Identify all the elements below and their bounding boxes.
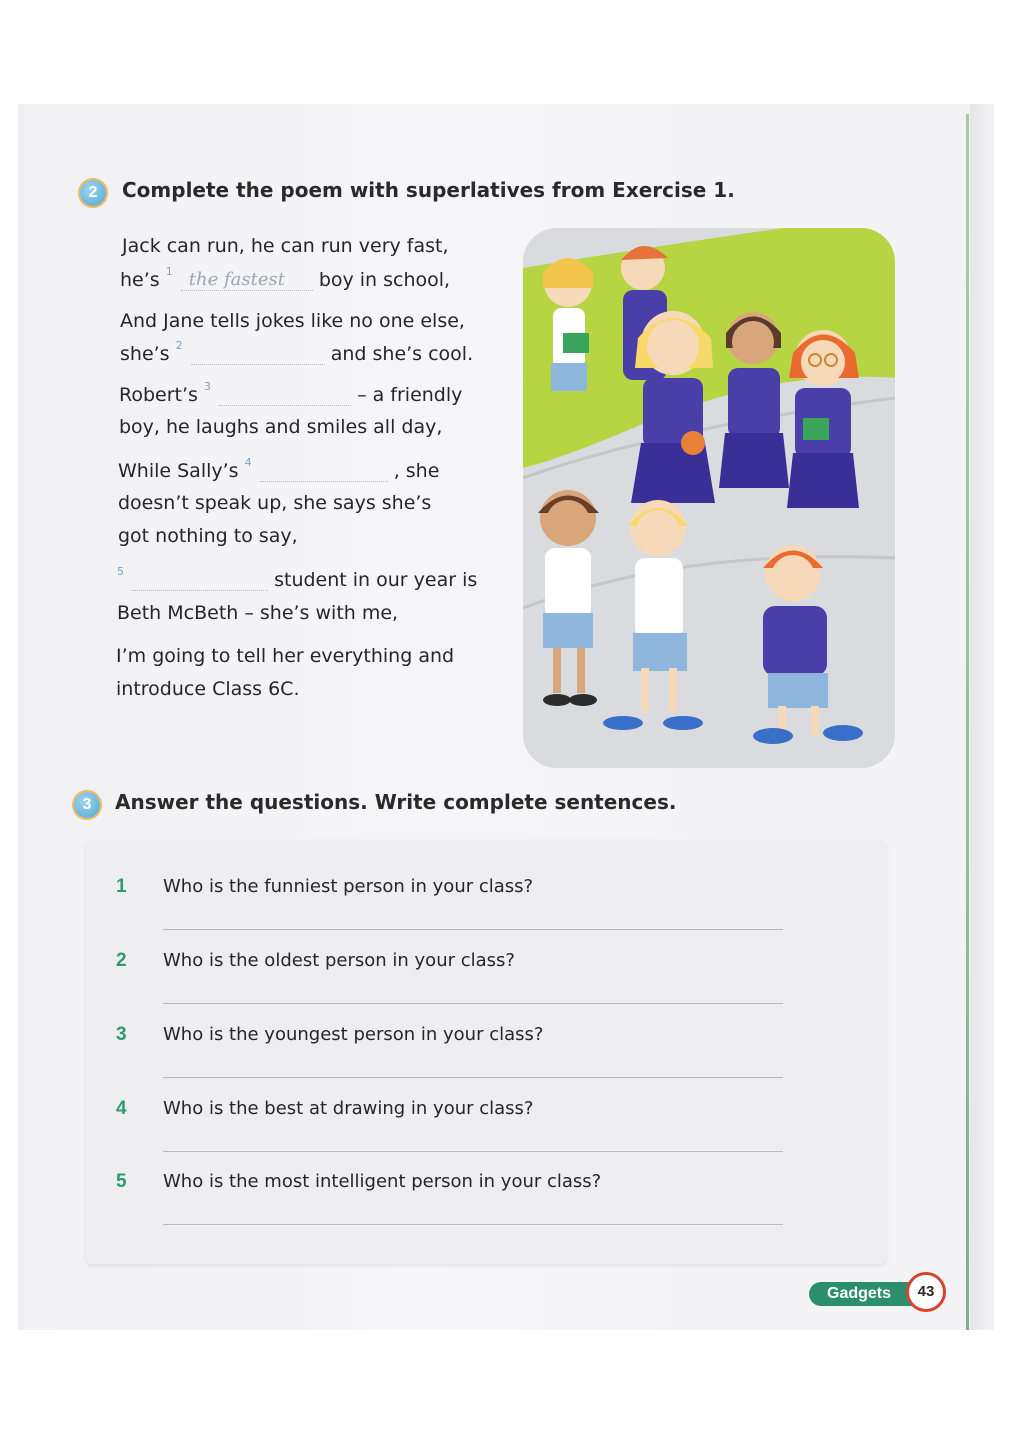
poem-line-11: Beth McBeth – she’s with me, [117,602,399,624]
exercise-3-instruction: Answer the questions. Write complete sentences. [115,790,677,814]
question-1-text: Who is the funniest person in your class? [163,876,534,897]
gap-5[interactable] [132,568,268,591]
poem-line-8: doesn’t speak up, she says she’s [118,492,432,514]
poem-line-4 [120,339,474,365]
gap-2-number: 2 [175,339,183,352]
poem-line-10 [117,565,478,591]
gap-1[interactable] [181,268,313,291]
gap-3-number: 3 [203,380,211,393]
girl-dark-hair [719,312,789,488]
answer-line-5[interactable] [163,1224,783,1225]
poem-line-7-before: While Sally’s [118,460,239,482]
exercise-2-instruction: Complete the poem with superlatives from Exercise 1. [122,178,735,202]
poem-line-2-after: boy in school, [318,269,451,291]
poem-line-6: boy, he laughs and smiles all day, [119,416,443,438]
question-2-number: 2 [116,950,127,971]
unit-tab: Gadgets [809,1282,913,1306]
question-5-number: 5 [116,1171,127,1192]
answer-line-4[interactable] [163,1151,783,1152]
question-3-number: 3 [116,1024,127,1045]
poem-line-5-after: – a friendly [357,384,463,406]
poem-line-13: introduce Class 6C. [116,678,300,700]
gap-4[interactable] [260,459,388,482]
poem-line-4-before: she’s [120,343,170,365]
poem-line-5 [119,380,463,406]
girl-blonde-center [631,311,715,503]
question-4-text: Who is the best at drawing in your class? [163,1098,534,1119]
questions-panel [86,840,886,1264]
poem-line-7 [118,456,440,482]
gap-3[interactable] [219,383,351,406]
poem-line-10-after: student in our year is [274,569,478,591]
exercise-2-badge: 2 [80,180,106,206]
page-number: 43 [906,1272,946,1312]
answer-line-1[interactable] [163,929,783,930]
gap-1-answer: the fastest [188,269,285,290]
gap-5-number: 5 [117,565,124,578]
question-4-number: 4 [116,1098,127,1119]
exercise-3-badge: 3 [74,792,100,818]
poem-line-3: And Jane tells jokes like no one else, [120,310,465,332]
poem-line-1: Jack can run, he can run very fast, [122,235,449,257]
girl-glasses [787,330,859,508]
question-1-number: 1 [116,876,127,897]
poem-line-4-after: and she’s cool. [330,343,474,365]
question-3-text: Who is the youngest person in your class? [163,1024,544,1045]
poem-line-12: I’m going to tell her everything and [116,645,455,667]
answer-line-2[interactable] [163,1003,783,1004]
gap-1-number: 1 [165,265,173,278]
page-edge [966,114,969,1330]
poem-line-9: got nothing to say, [118,525,298,547]
gap-2[interactable] [191,342,325,365]
poem-line-5-before: Robert’s [119,384,198,406]
gap-4-number: 4 [244,456,252,469]
page-gutter-shadow [970,104,994,1330]
poem-line-7-after: , she [393,460,440,482]
question-5-text: Who is the most intelligent person in your class? [163,1171,602,1192]
poem-line-2 [120,265,451,291]
answer-line-3[interactable] [163,1077,783,1078]
illustration-drawing [523,228,895,768]
poem-line-2-before: he’s [120,269,160,291]
question-2-text: Who is the oldest person in your class? [163,950,515,971]
schoolchildren-illustration [523,228,895,768]
